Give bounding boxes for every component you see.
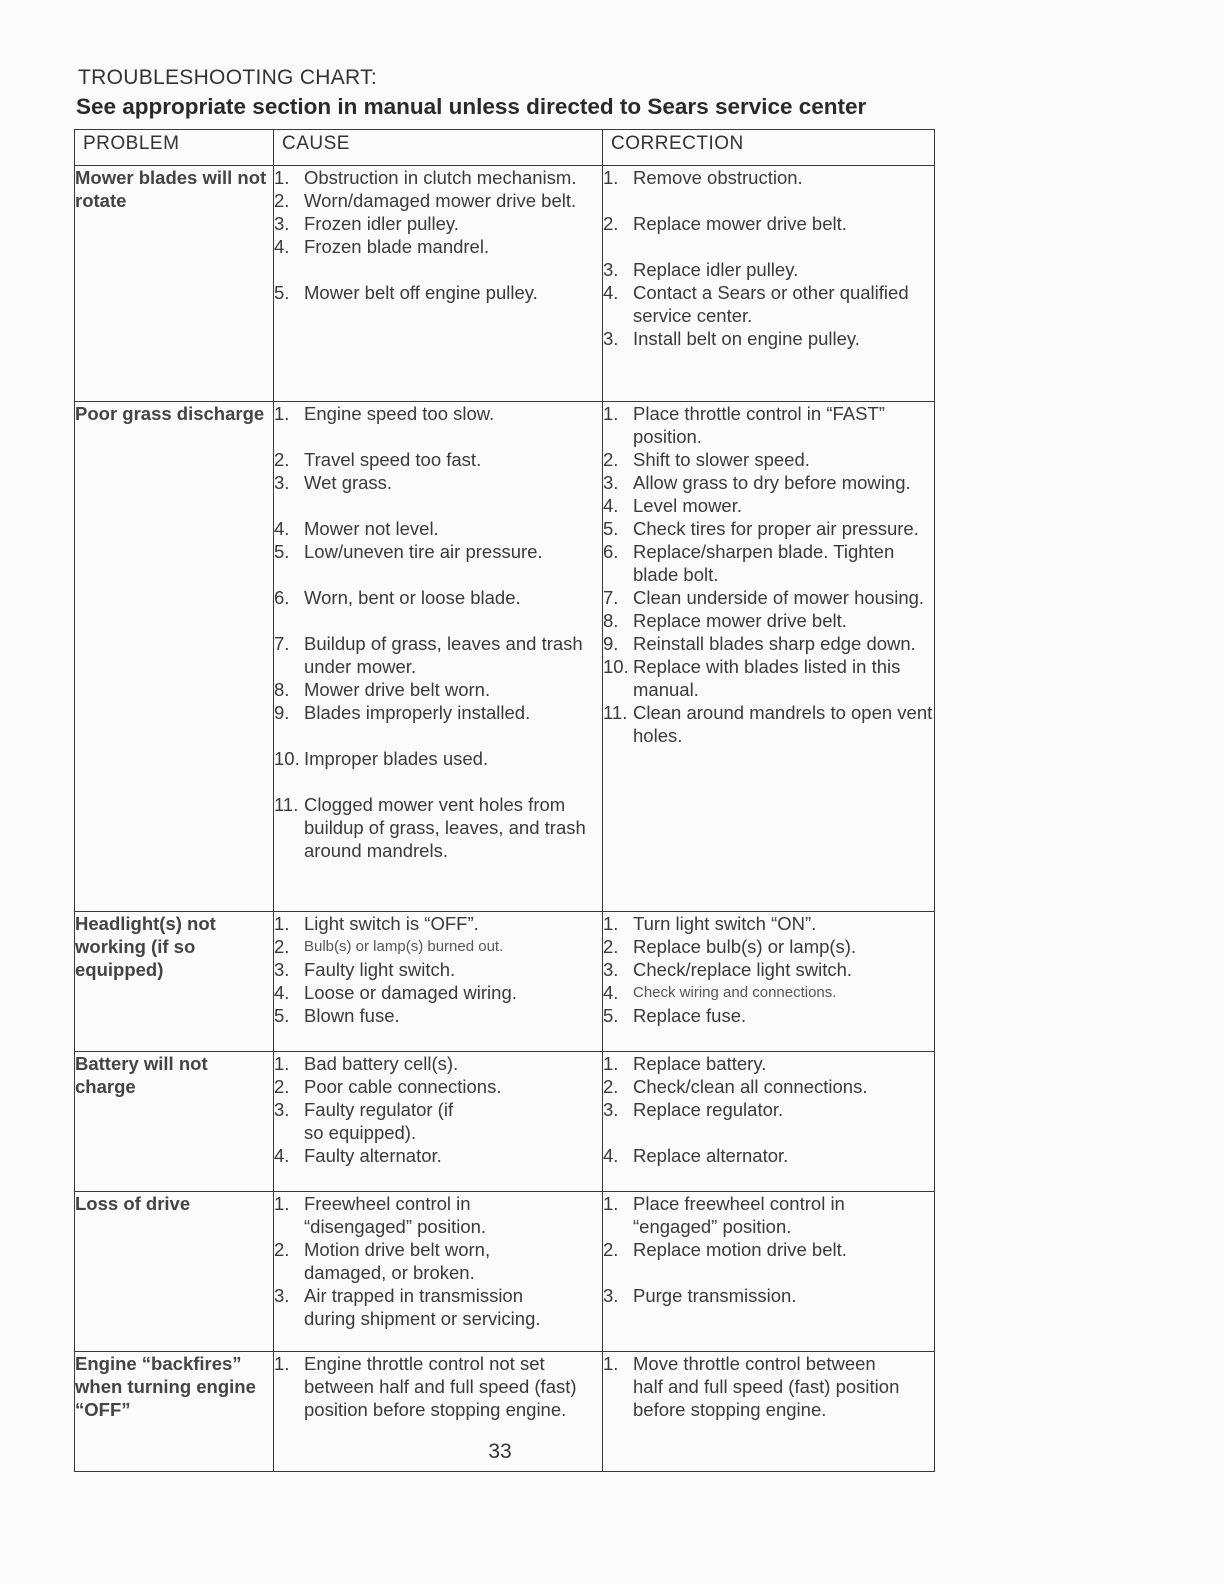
item-number: 1. <box>603 1193 619 1214</box>
item-text: Buildup of grass, leaves and trash under mower. <box>304 633 583 677</box>
item-text: Clogged mower vent holes from buildup of grass, leaves, and trash around mandrels. <box>304 794 586 861</box>
item-text: Poor cable connections. <box>304 1076 502 1097</box>
item-text: Replace fuse. <box>633 1005 747 1026</box>
cause-item <box>274 448 602 471</box>
item-text: Replace bulb(s) or lamp(s). <box>633 936 857 957</box>
cause-item <box>274 1098 602 1144</box>
cause-item <box>274 1144 602 1167</box>
item-text: Engine speed too slow. <box>304 403 495 424</box>
item-text: Mower not level. <box>304 518 439 539</box>
cause-cell <box>274 166 603 402</box>
item-text: Travel speed too fast. <box>304 449 482 470</box>
correction-item <box>603 402 934 448</box>
item-number: 4. <box>603 495 619 516</box>
header-row <box>75 130 935 166</box>
item-number: 6. <box>603 541 619 562</box>
item-number: 1. <box>274 1053 290 1074</box>
problem-cell: Loss of drive <box>75 1192 274 1352</box>
item-number: 1. <box>603 1353 619 1374</box>
item-number: 4. <box>603 982 619 1003</box>
column-header-cause: CAUSE <box>274 130 603 166</box>
item-text: Faulty light switch. <box>304 959 456 980</box>
item-text: Wet grass. <box>304 472 393 493</box>
correction-item <box>603 935 934 958</box>
problem-cell: Headlight(s) not working (if so equipped) <box>75 912 274 1052</box>
item-number: 2. <box>603 1239 619 1260</box>
item-text: Check tires for proper air pressure. <box>633 518 919 539</box>
cause-item <box>274 912 602 935</box>
correction-item <box>603 981 934 1004</box>
item-text: Replace with blades listed in this manual. <box>633 656 901 700</box>
correction-cell <box>603 1192 935 1352</box>
correction-item <box>603 632 934 655</box>
item-text: Frozen idler pulley. <box>304 213 459 234</box>
item-text: Worn/damaged mower drive belt. <box>304 190 577 211</box>
item-text: Clean underside of mower housing. <box>633 587 925 608</box>
correction-item <box>603 448 934 471</box>
item-number: 1. <box>274 403 290 424</box>
correction-item <box>603 1352 934 1421</box>
item-text: Check/clean all connections. <box>633 1076 868 1097</box>
correction-item <box>603 212 934 235</box>
correction-item <box>603 258 934 281</box>
item-text: Mower belt off engine pulley. <box>304 282 538 303</box>
correction-cell <box>603 166 935 402</box>
cause-item <box>274 1075 602 1098</box>
cause-item <box>274 1192 602 1238</box>
problem-cell: Engine “backfires” when turning engine “OFF” <box>75 1352 274 1472</box>
correction-item <box>603 1238 934 1261</box>
correction-item <box>603 655 934 701</box>
correction-item <box>603 494 934 517</box>
item-text: Freewheel control in “disengaged” position. <box>304 1193 487 1237</box>
correction-item <box>603 540 934 586</box>
cause-cell <box>274 1052 603 1192</box>
cause-item <box>274 1004 602 1027</box>
item-text: Replace idler pulley. <box>633 259 799 280</box>
item-number: 5. <box>274 541 290 562</box>
item-number: 4. <box>603 1145 619 1166</box>
page-number: 33 <box>488 1440 512 1463</box>
item-number: 3. <box>603 259 619 280</box>
item-text: Replace/sharpen blade. Tighten blade bolt. <box>633 541 895 585</box>
item-text: Move throttle control between half and full speed (fast) position before stopping engine. <box>633 1353 900 1420</box>
item-number: 1. <box>274 1193 290 1214</box>
item-number: 2. <box>274 190 290 211</box>
item-number: 3. <box>603 959 619 980</box>
item-text: Clean around mandrels to open vent holes. <box>633 702 933 746</box>
item-text: Contact a Sears or other qualified service center. <box>633 282 909 326</box>
item-number: 11. <box>603 702 628 723</box>
cause-cell <box>274 402 603 912</box>
problem-cell: Mower blades will not rotate <box>75 166 274 402</box>
item-number: 2. <box>603 213 619 234</box>
correction-item <box>603 517 934 540</box>
table-row <box>75 1052 935 1192</box>
item-text: Engine throttle control not set between half and full speed (fast) position before stopping engine. <box>304 1353 577 1420</box>
item-number: 3. <box>274 213 290 234</box>
item-number: 2. <box>274 1239 290 1260</box>
item-text: Place throttle control in “FAST” position. <box>633 403 885 447</box>
correction-item <box>603 609 934 632</box>
item-text: Replace motion drive belt. <box>633 1239 847 1260</box>
item-number: 10. <box>603 656 629 677</box>
table-row <box>75 912 935 1052</box>
item-number: 8. <box>274 679 290 700</box>
cause-item <box>274 935 602 958</box>
item-number: 8. <box>603 610 619 631</box>
item-text: Purge transmission. <box>633 1285 797 1306</box>
item-text: Shift to slower speed. <box>633 449 810 470</box>
correction-item <box>603 1098 934 1121</box>
chart-subtitle: See appropriate section in manual unless directed to Sears service center <box>76 94 867 119</box>
item-number: 4. <box>603 282 619 303</box>
cause-item <box>274 678 602 701</box>
item-text: Loose or damaged wiring. <box>304 982 517 1003</box>
item-number: 4. <box>274 1145 290 1166</box>
chart-title: TROUBLESHOOTING CHART: <box>78 66 378 89</box>
item-text: Light switch is “OFF”. <box>304 913 479 934</box>
item-number: 3. <box>274 1099 290 1120</box>
table-row <box>75 402 935 912</box>
correction-item <box>603 166 934 189</box>
item-text: Replace mower drive belt. <box>633 610 847 631</box>
item-number: 11. <box>274 794 299 815</box>
cause-item <box>274 586 602 609</box>
item-text: Reinstall blades sharp edge down. <box>633 633 916 654</box>
correction-item <box>603 1284 934 1307</box>
correction-cell <box>603 1052 935 1192</box>
item-text: Bad battery cell(s). <box>304 1053 459 1074</box>
correction-item <box>603 1052 934 1075</box>
item-text: Place freewheel control in “engaged” position. <box>633 1193 845 1237</box>
item-number: 5. <box>603 1005 619 1026</box>
item-text: Worn, bent or loose blade. <box>304 587 521 608</box>
problem-cell: Battery will not charge <box>75 1052 274 1192</box>
item-number: 2. <box>603 1076 619 1097</box>
troubleshooting-table <box>74 129 935 1472</box>
item-text: Replace battery. <box>633 1053 767 1074</box>
item-text: Low/uneven tire air pressure. <box>304 541 543 562</box>
correction-cell <box>603 402 935 912</box>
correction-cell <box>603 912 935 1052</box>
correction-item <box>603 1144 934 1167</box>
correction-item <box>603 1004 934 1027</box>
item-number: 9. <box>274 702 290 723</box>
correction-item <box>603 1075 934 1098</box>
cause-item <box>274 212 602 235</box>
item-number: 4. <box>274 518 290 539</box>
cause-item <box>274 540 602 563</box>
item-number: 3. <box>274 1285 290 1306</box>
cause-item <box>274 235 602 258</box>
item-text: Remove obstruction. <box>633 167 803 188</box>
cause-item <box>274 632 602 678</box>
item-number: 1. <box>603 1053 619 1074</box>
item-number: 9. <box>603 633 619 654</box>
cause-item <box>274 1284 602 1330</box>
item-text: Blown fuse. <box>304 1005 400 1026</box>
item-number: 1. <box>274 167 290 188</box>
cause-item <box>274 166 602 189</box>
item-number: 3. <box>603 1099 619 1120</box>
item-number: 4. <box>274 982 290 1003</box>
item-number: 2. <box>603 449 619 470</box>
item-number: 2. <box>274 936 290 957</box>
item-number: 3. <box>603 328 619 349</box>
item-number: 2. <box>274 1076 290 1097</box>
cause-item <box>274 747 602 770</box>
item-number: 1. <box>274 1353 290 1374</box>
item-number: 5. <box>274 1005 290 1026</box>
item-number: 1. <box>603 403 619 424</box>
cause-cell <box>274 912 603 1052</box>
item-number: 2. <box>603 936 619 957</box>
item-text: Mower drive belt worn. <box>304 679 491 700</box>
item-text: Bulb(s) or lamp(s) burned out. <box>304 938 504 955</box>
item-number: 4. <box>274 236 290 257</box>
cause-item <box>274 402 602 425</box>
item-text: Motion drive belt worn, damaged, or broken. <box>304 1239 491 1283</box>
item-text: Turn light switch “ON”. <box>633 913 817 934</box>
item-number: 3. <box>274 959 290 980</box>
cause-item <box>274 471 602 494</box>
item-text: Obstruction in clutch mechanism. <box>304 167 577 188</box>
column-header-problem: PROBLEM <box>75 130 274 166</box>
cause-item <box>274 189 602 212</box>
item-text: Blades improperly installed. <box>304 702 531 723</box>
item-number: 6. <box>274 587 290 608</box>
item-text: Faulty alternator. <box>304 1145 442 1166</box>
item-number: 1. <box>603 913 619 934</box>
correction-item <box>603 586 934 609</box>
item-text: Level mower. <box>633 495 742 516</box>
item-number: 1. <box>274 913 290 934</box>
item-text: Replace alternator. <box>633 1145 789 1166</box>
item-text: Check wiring and connections. <box>633 984 837 1001</box>
item-text: Allow grass to dry before mowing. <box>633 472 911 493</box>
item-number: 5. <box>274 282 290 303</box>
cause-item <box>274 793 602 862</box>
correction-item <box>603 281 934 327</box>
item-text: Frozen blade mandrel. <box>304 236 490 257</box>
table-row <box>75 1192 935 1352</box>
cause-item <box>274 958 602 981</box>
correction-item <box>603 701 934 747</box>
column-header-correction: CORRECTION <box>603 130 935 166</box>
cause-item <box>274 517 602 540</box>
item-number: 7. <box>274 633 290 654</box>
correction-item <box>603 912 934 935</box>
cause-item <box>274 701 602 724</box>
item-text: Improper blades used. <box>304 748 489 769</box>
correction-item <box>603 471 934 494</box>
item-text: Install belt on engine pulley. <box>633 328 860 349</box>
item-text: Replace regulator. <box>633 1099 784 1120</box>
cause-item <box>274 981 602 1004</box>
item-number: 3. <box>274 472 290 493</box>
cause-item <box>274 1052 602 1075</box>
item-number: 2. <box>274 449 290 470</box>
correction-item <box>603 1192 934 1238</box>
item-number: 7. <box>603 587 619 608</box>
item-text: Check/replace light switch. <box>633 959 853 980</box>
item-number: 3. <box>603 1285 619 1306</box>
problem-cell: Poor grass discharge <box>75 402 274 912</box>
table-row <box>75 166 935 402</box>
correction-item <box>603 327 934 350</box>
item-text: Air trapped in transmission during shipment or servicing. <box>304 1285 541 1329</box>
cause-item <box>274 281 602 304</box>
item-number: 1. <box>603 167 619 188</box>
cause-item <box>274 1352 602 1421</box>
item-text: Faulty regulator (if so equipped). <box>304 1099 454 1143</box>
correction-item <box>603 958 934 981</box>
item-number: 10. <box>274 748 300 769</box>
cause-cell <box>274 1192 603 1352</box>
cause-item <box>274 1238 602 1284</box>
item-number: 5. <box>603 518 619 539</box>
item-text: Replace mower drive belt. <box>633 213 847 234</box>
item-number: 3. <box>603 472 619 493</box>
